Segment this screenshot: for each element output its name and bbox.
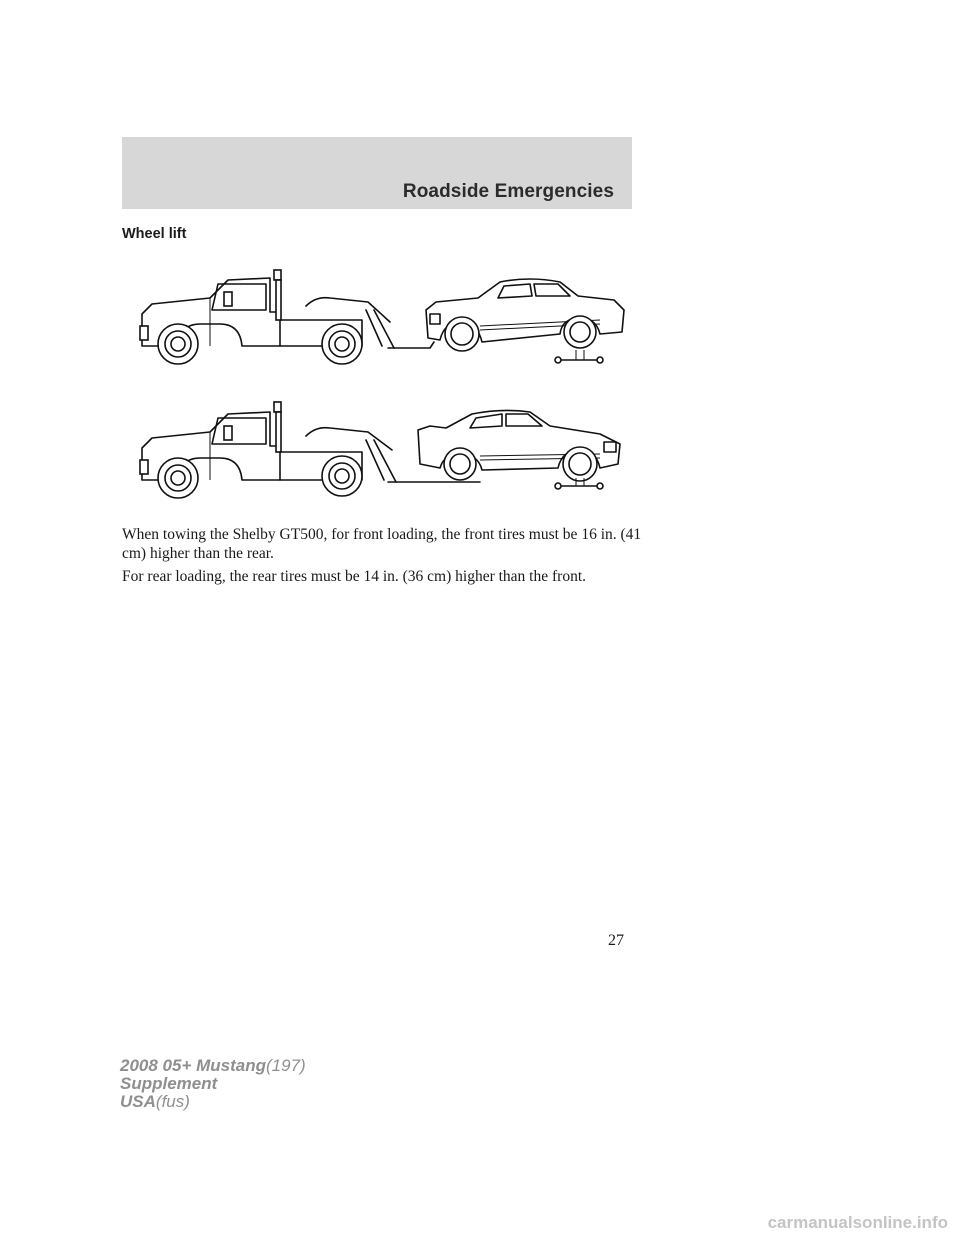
tow-truck-front-loading-illustration	[130, 262, 630, 374]
wheel-lift-heading: Wheel lift	[122, 226, 187, 242]
footer-market: USA	[120, 1092, 156, 1111]
section-title: Roadside Emergencies	[402, 181, 614, 202]
front-loading-instruction: When towing the Shelby GT500, for front loading, the front tires must be 16 in. (41 cm) higher than the rear.	[122, 526, 642, 562]
footer-model: 2008 05+ Mustang	[120, 1056, 266, 1075]
footer-model-code: (197)	[266, 1056, 306, 1075]
rear-loading-instruction: For rear loading, the rear tires must be 14 in. (36 cm) higher than the front.	[122, 568, 587, 585]
section-header-band	[122, 137, 632, 209]
footer-doc-type: Supplement	[120, 1074, 218, 1093]
tow-truck	[140, 402, 480, 498]
watermark: carmanualsonline.info	[767, 1213, 948, 1232]
tow-truck	[140, 270, 434, 364]
mustang-car	[418, 410, 620, 489]
mustang-car	[426, 279, 624, 363]
document-footer	[120, 1057, 306, 1111]
page-number: 27	[608, 932, 624, 949]
tow-truck-rear-loading-illustration	[130, 396, 630, 508]
footer-market-code: (fus)	[155, 1092, 190, 1111]
